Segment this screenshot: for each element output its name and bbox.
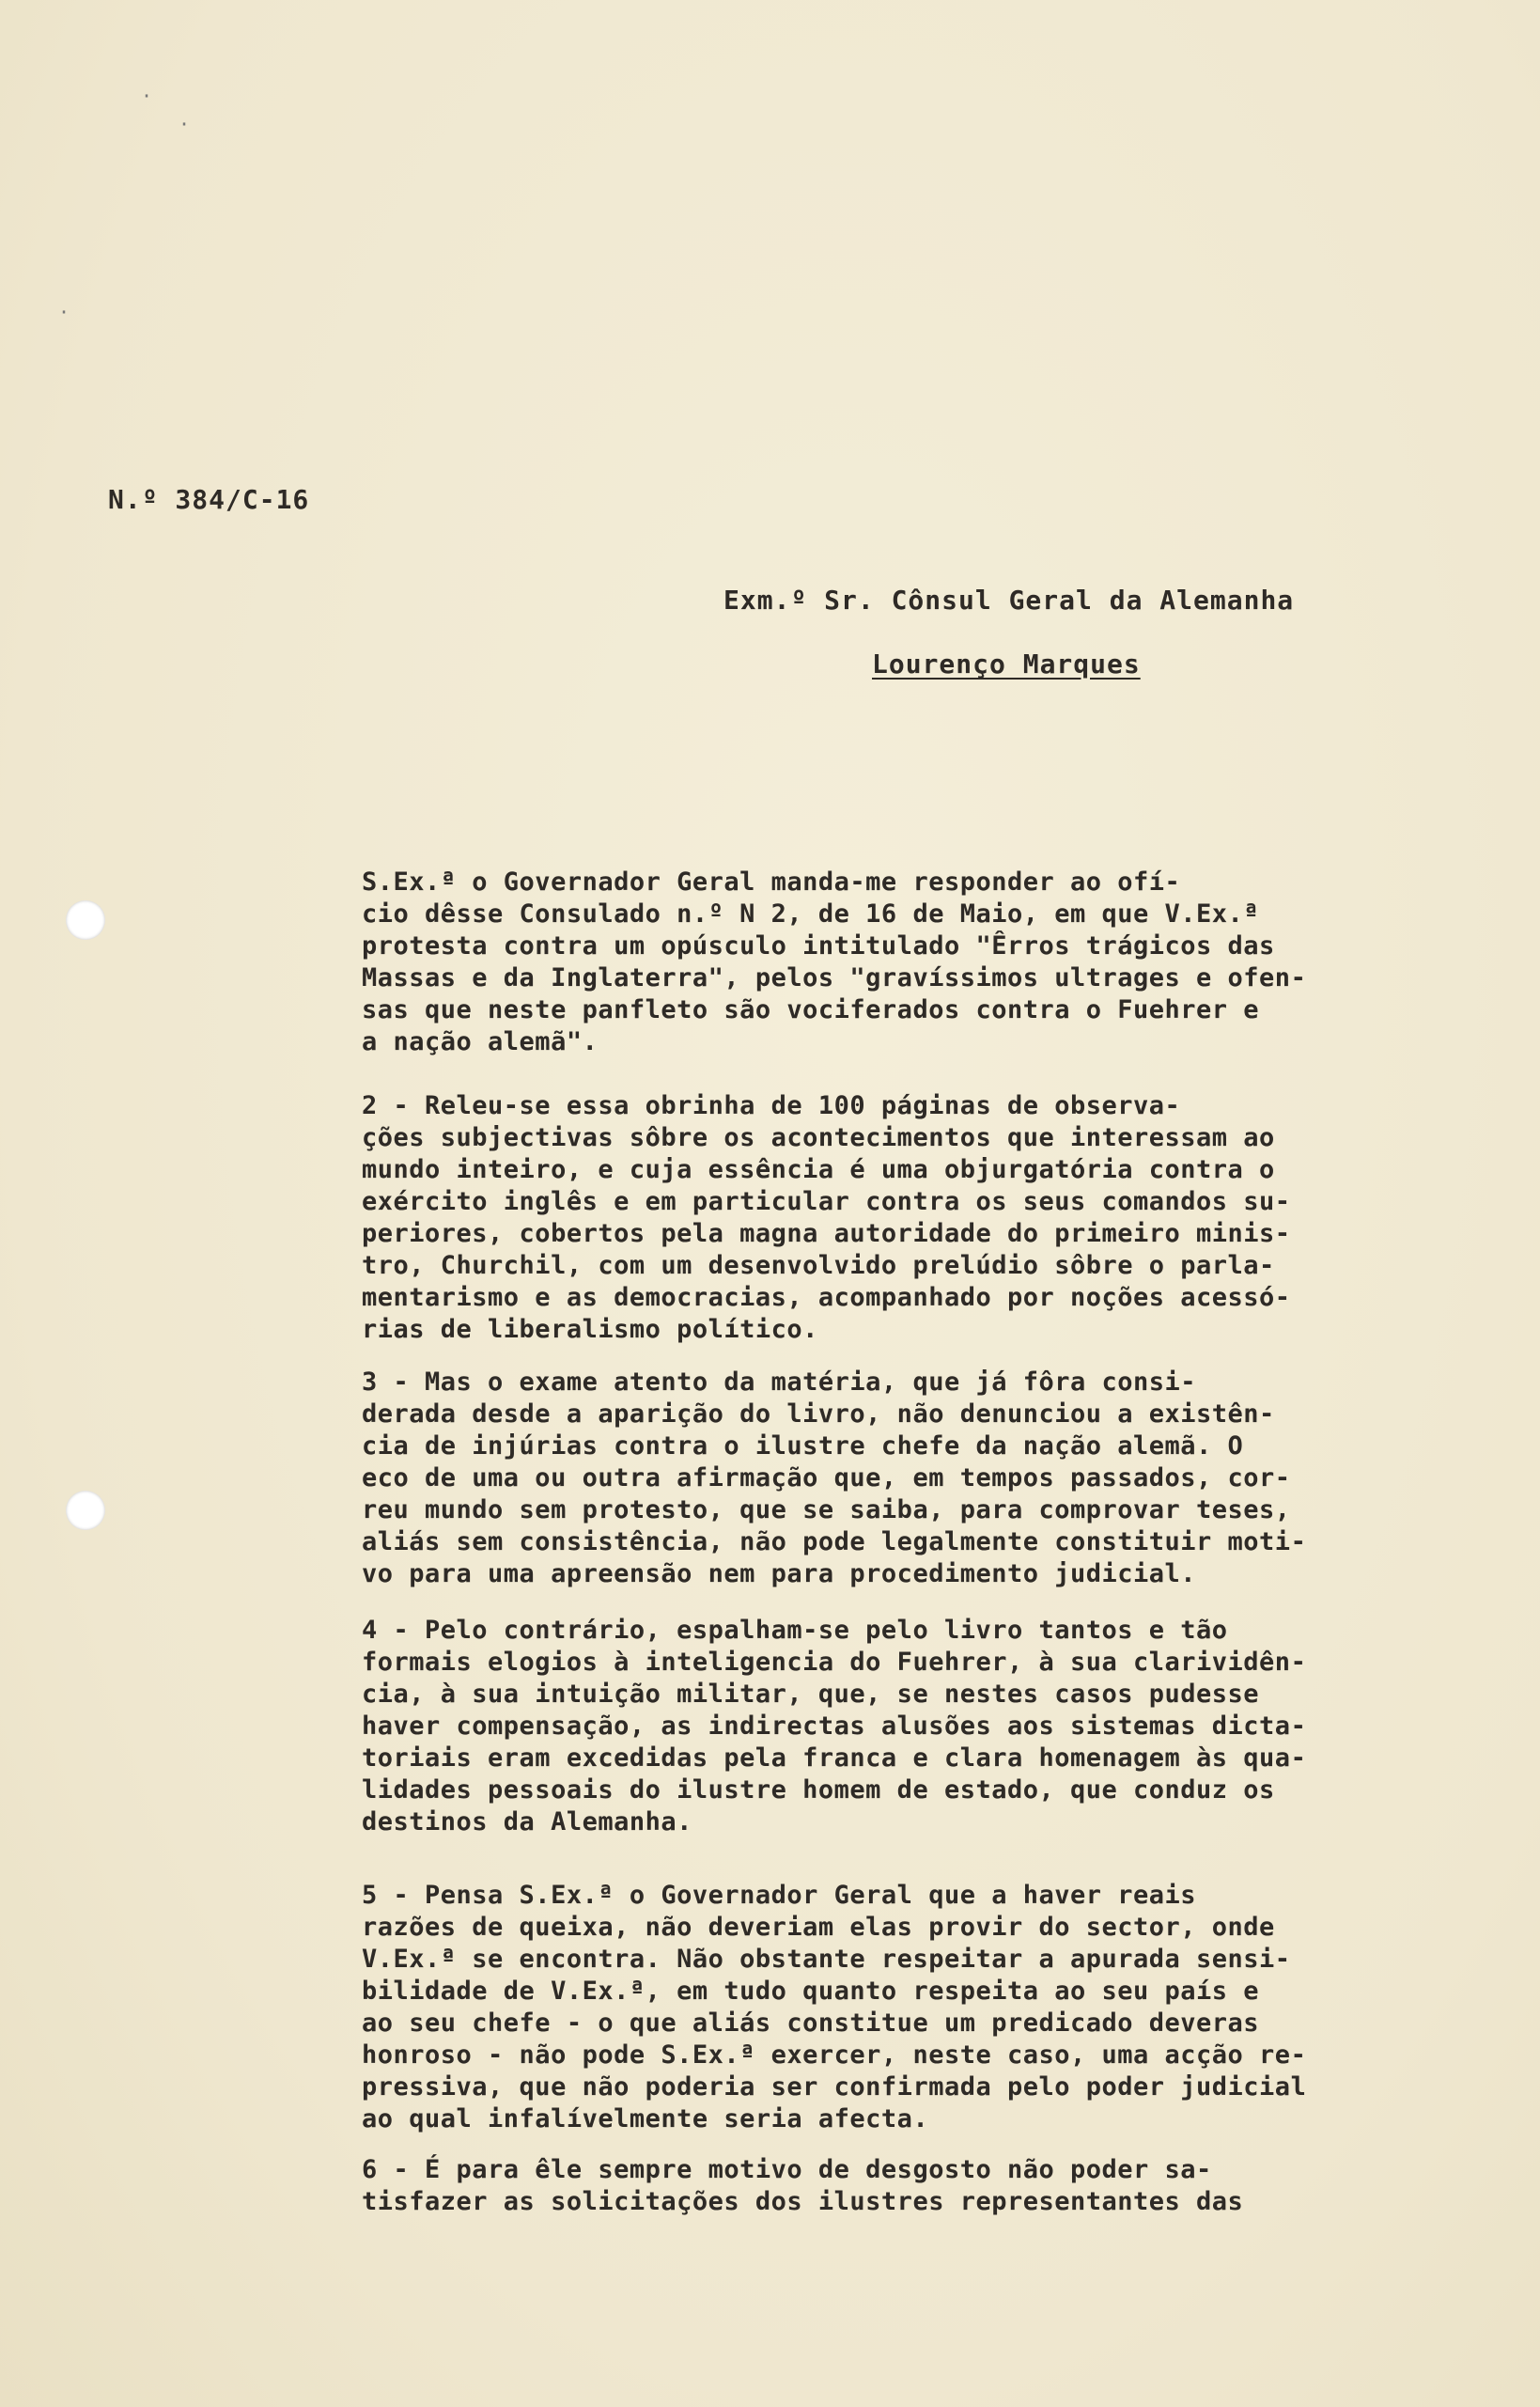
paragraph-line: tisfazer as solicitações dos ilustres representantes das [362,2187,1244,2216]
paper-speck: · [58,301,70,323]
body-paragraph [362,1880,1503,2135]
paragraph-line: sas que neste panfleto são vociferados contra o Fuehrer e [362,995,1260,1024]
body-paragraph [362,867,1503,1058]
paragraph-line: ções subjectivas sôbre os acontecimentos que interessam ao [362,1123,1275,1152]
paragraph-line: destinos da Alemanha. [362,1807,692,1837]
paragraph-line: a nação alemã". [362,1027,599,1056]
paragraph-line: 3 - Mas o exame atento da matéria, que já fôra consi- [362,1368,1197,1397]
paragraph-line: aliás sem consistência, não pode legalmente constituir moti- [362,1527,1307,1556]
paragraph-line: periores, cobertos pela magna autoridade do primeiro minis- [362,1219,1291,1248]
paragraph-line: protesta contra um opúsculo intitulado "Êrros trágicos das [362,931,1275,961]
paragraph-line: V.Ex.ª se encontra. Não obstante respeitar a apurada sensi- [362,1945,1291,1974]
paragraph-line: derada desde a aparição do livro, não denunciou a existên- [362,1399,1275,1429]
punch-hole [66,900,105,940]
paragraph-line: S.Ex.ª o Governador Geral manda-me responder ao ofí- [362,867,1181,897]
paragraph-line: bilidade de V.Ex.ª, em tudo quanto respeita ao seu país e [362,1977,1260,2006]
paragraph-line: razões de queixa, não deveriam elas provir do sector, onde [362,1913,1275,1942]
paragraph-line: cia, à sua intuição militar, que, se nestes casos pudesse [362,1680,1260,1709]
paragraph-line: reu mundo sem protesto, que se saiba, para comprovar teses, [362,1495,1291,1524]
paragraph-line: mundo inteiro, e cuja essência é uma objurgatória contra o [362,1155,1275,1184]
addressee-location: Lourenço Marques [872,649,1141,680]
paragraph-line: tro, Churchil, com um desenvolvido prelúdio sôbre o parla- [362,1251,1275,1280]
paragraph-line: rias de liberalismo político. [362,1315,818,1344]
addressee: Exm.º Sr. Cônsul Geral da Alemanha [723,585,1295,616]
paragraph-line: 6 - É para êle sempre motivo de desgosto não poder sa- [362,2155,1212,2184]
paragraph-line: Massas e da Inglaterra", pelos "gravíssimos ultrages e ofen- [362,963,1307,992]
paragraph-line: 4 - Pelo contrário, espalham-se pelo livro tantos e tão [362,1616,1228,1645]
paragraph-line: lidades pessoais do ilustre homem de estado, que conduz os [362,1775,1275,1805]
paragraph-line: formais elogios à inteligencia do Fuehrer, à sua clarividên- [362,1648,1307,1677]
paragraph-line: 5 - Pensa S.Ex.ª o Governador Geral que a haver reais [362,1881,1197,1910]
paragraph-line: pressiva, que não poderia ser confirmada pelo poder judicial [362,2072,1307,2102]
body-paragraph [362,1615,1503,1838]
paragraph-line: 2 - Releu-se essa obrinha de 100 páginas de observa- [362,1091,1181,1120]
reference-number: N.º 384/C-16 [108,484,310,515]
paragraph-line: eco de uma ou outra afirmação que, em tempos passados, cor- [362,1463,1291,1493]
punch-hole [66,1491,105,1530]
body-paragraph [362,1367,1503,1590]
paragraph-line: honroso - não pode S.Ex.ª exercer, neste caso, uma acção re- [362,2040,1307,2070]
paragraph-line: cio dêsse Consulado n.º N 2, de 16 de Maio, em que V.Ex.ª [362,899,1260,929]
paper-speck: · [179,113,191,135]
paragraph-line: exército inglês e em particular contra os seus comandos su- [362,1187,1291,1216]
paragraph-line: haver compensação, as indirectas alusões aos sistemas dicta- [362,1711,1307,1741]
paragraph-line: vo para uma apreensão nem para procedimento judicial. [362,1559,1197,1588]
body-paragraph [362,1090,1503,1346]
paragraph-line: cia de injúrias contra o ilustre chefe da nação alemã. O [362,1431,1244,1461]
body-paragraph [362,2154,1503,2218]
paragraph-line: ao seu chefe - o que aliás constitue um predicado deveras [362,2008,1260,2038]
paragraph-line: ao qual infalívelmente seria afecta. [362,2104,929,2133]
paragraph-line: mentarismo e as democracias, acompanhado por noções acessó- [362,1283,1291,1312]
paper-speck: · [141,85,153,107]
paragraph-line: toriais eram excedidas pela franca e clara homenagem às qua- [362,1743,1307,1773]
